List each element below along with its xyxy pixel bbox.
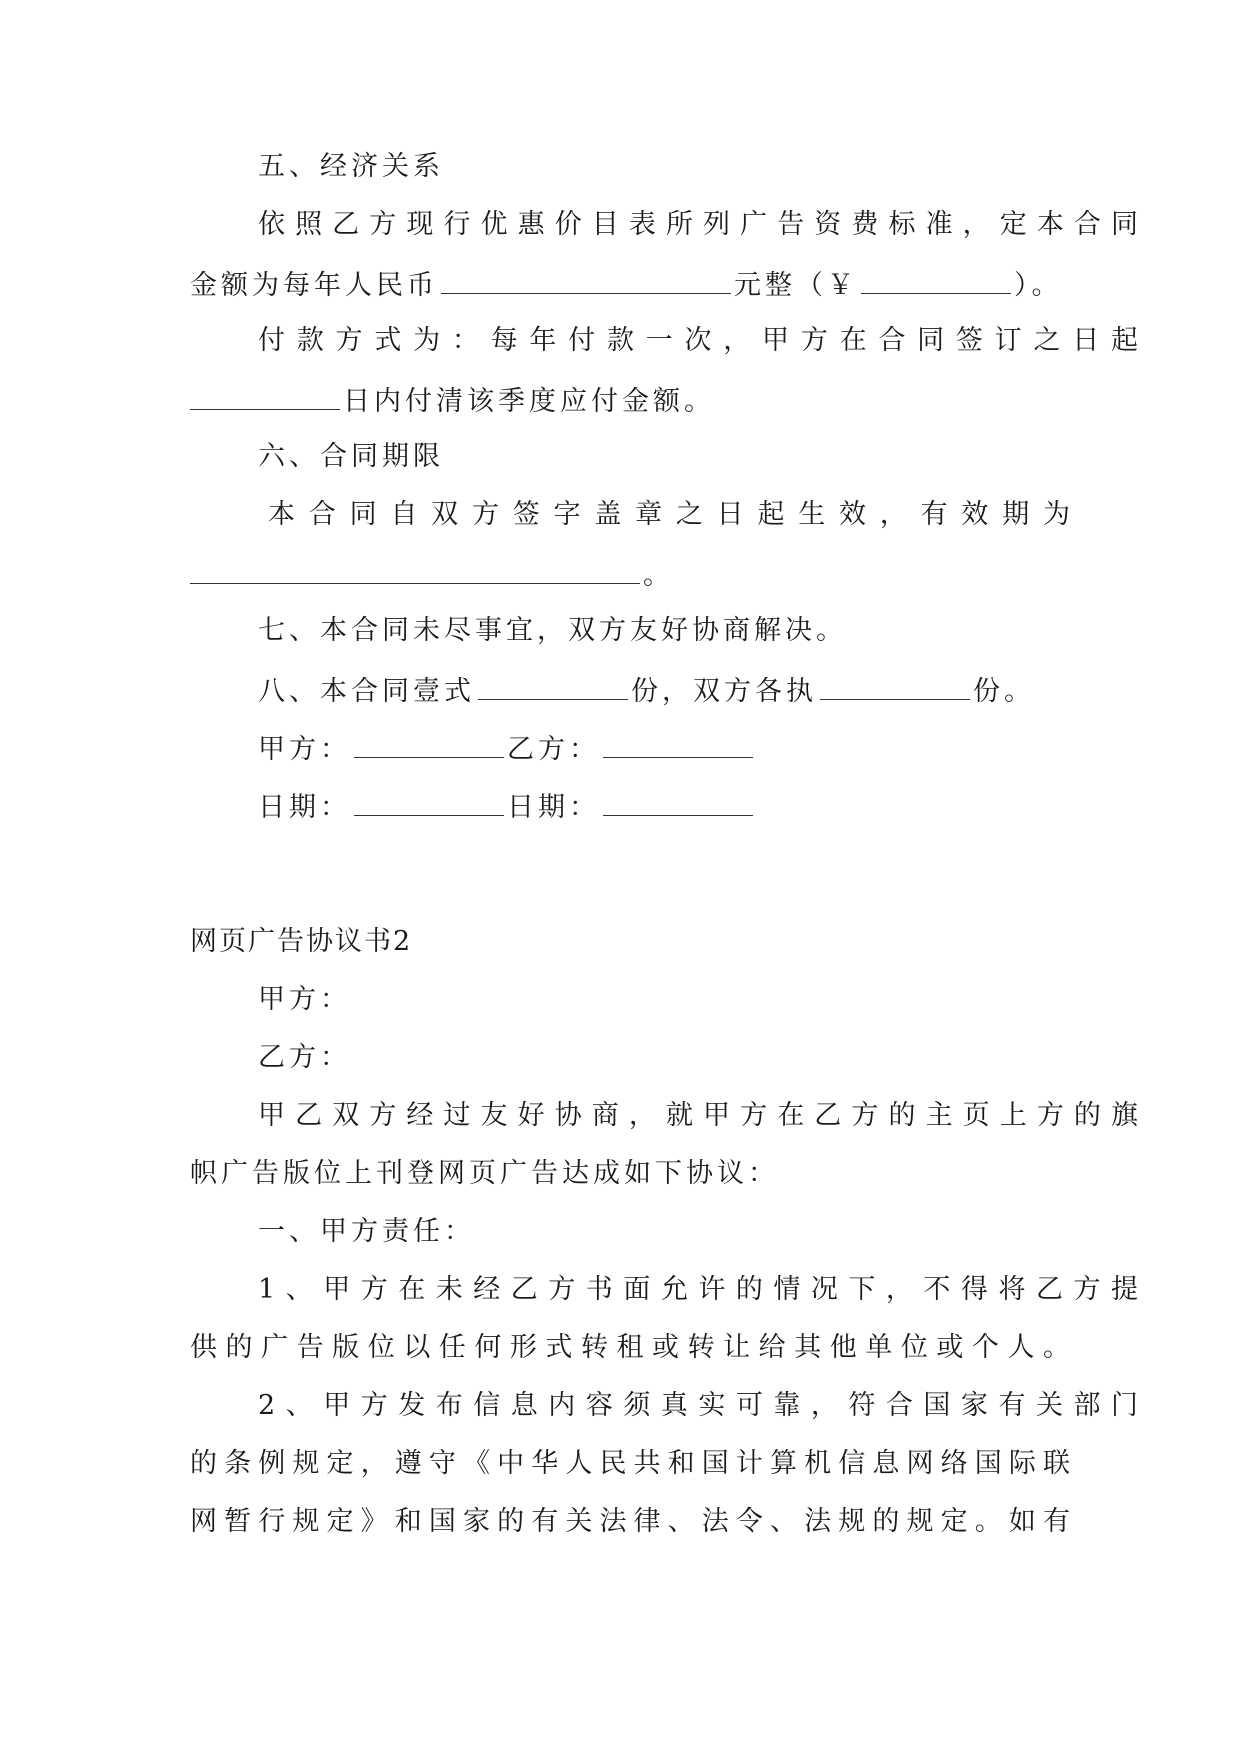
signature-parties-line [190, 727, 1138, 767]
amount-close-paren: ）。 [1014, 270, 1063, 301]
section5-heading: 五、经济关系 [258, 151, 444, 182]
doc2-item1-line1: 1、甲方在未经乙方书面允许的情况下，不得将乙方提 [258, 1274, 1138, 1305]
amount-words-blank [441, 263, 731, 294]
doc2-intro-line1: 甲乙双方经过友好协商，就甲方在乙方的主页上方的旗 [258, 1100, 1138, 1131]
doc2-section1-heading: 一、甲方责任： [258, 1216, 475, 1247]
payment-line2 [190, 379, 1070, 419]
copies-total-blank [478, 669, 628, 700]
section8-text-a: 八、本合同壹式 [258, 676, 475, 707]
date-b-blank [603, 785, 753, 816]
payment-line1: 付款方式为：每年付款一次，甲方在合同签订之日起 [258, 325, 1138, 356]
section6-heading: 六、合同期限 [258, 441, 444, 472]
section6-line1: 本合同自双方签字盖章之日起生效，有效期为 [268, 499, 1070, 530]
party-b-blank [603, 727, 753, 758]
payment-days-blank [190, 379, 340, 410]
date-b-label: 日期： [507, 792, 600, 823]
validity-period-blank [190, 553, 640, 584]
section5-para1-line2 [190, 263, 1070, 303]
doc2-intro-line2: 帜广告版位上刊登网页广告达成如下协议： [190, 1158, 779, 1189]
section6-period-end: 。 [643, 560, 674, 591]
signature-dates-line [190, 785, 1138, 825]
section8-line [190, 669, 1138, 709]
section7-text: 七、本合同未尽事宜，双方友好协商解决。 [258, 615, 847, 646]
amount-number-blank [861, 263, 1011, 294]
doc2-title: 网页广告协议书2 [190, 926, 413, 957]
section6-line2 [190, 553, 1070, 593]
date-a-label: 日期： [258, 792, 351, 823]
date-a-blank [354, 785, 504, 816]
doc2-item2-line1: 2、甲方发布信息内容须真实可靠，符合国家有关部门 [258, 1390, 1138, 1421]
doc2-item1-line2: 供的广告版位以任何形式转租或转让给其他单位或个人。 [190, 1332, 1070, 1363]
party-a-blank [354, 727, 504, 758]
party-b-label: 乙方： [507, 734, 600, 765]
doc2-party-a: 甲方： [258, 984, 351, 1015]
copies-each-blank [820, 669, 970, 700]
amount-yuan-label: 元整（￥ [734, 270, 858, 301]
doc2-item2-line2: 的条例规定，遵守《中华人民共和国计算机信息网络国际联 [190, 1448, 1070, 1479]
payment-line2-text: 日内付清该季度应付金额。 [343, 386, 715, 417]
section8-text-b: 份，双方各执 [631, 676, 817, 707]
party-a-label: 甲方： [258, 734, 351, 765]
section5-para1-line1: 依照乙方现行优惠价目表所列广告资费标准，定本合同 [258, 209, 1138, 240]
amount-label: 金额为每年人民币 [190, 270, 438, 301]
doc2-party-b: 乙方： [258, 1042, 351, 1073]
doc2-item2-line3: 网暂行规定》和国家的有关法律、法令、法规的规定。如有 [190, 1506, 1070, 1537]
section8-text-c: 份。 [973, 676, 1035, 707]
